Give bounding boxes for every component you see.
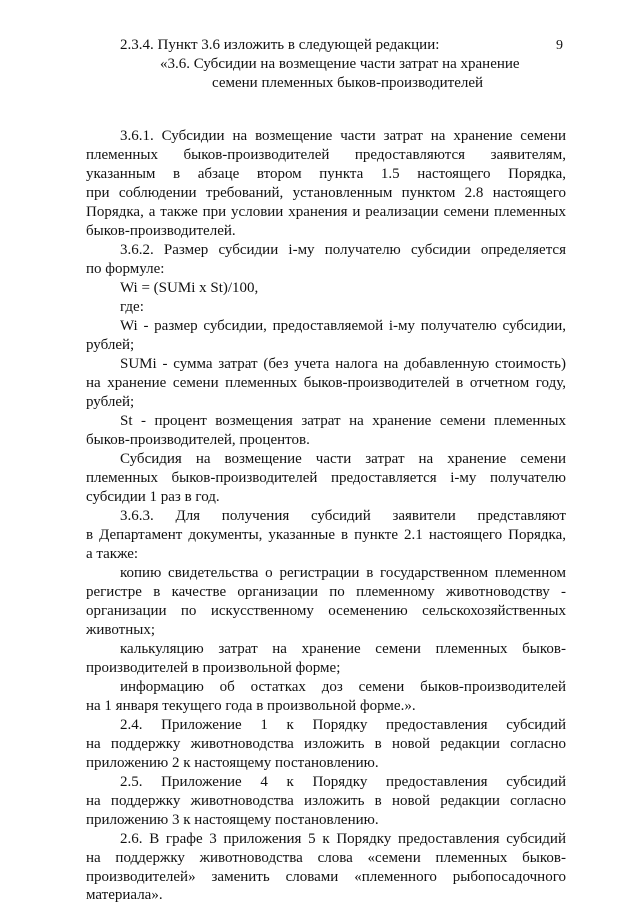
clause-2-4-line-1: 2.4. Приложение 1 к Порядку предоставления субсидий bbox=[120, 717, 566, 733]
clause-3-6-1-line-6: быков-производителей. bbox=[86, 223, 236, 239]
page-number: 9 bbox=[556, 38, 563, 53]
clause-3-6-3-line-2: в Департамент документы, указанные в пункте 2.1 настоящего Порядка, bbox=[86, 527, 566, 543]
wi-definition-line-1: Wi - размер субсидии, предоставляемой i-му получателю субсидии, bbox=[120, 318, 566, 334]
dose-info-line-2: на 1 января текущего года в произвольной форме.». bbox=[86, 698, 416, 714]
st-definition-line-2: быков-производителей, процентов. bbox=[86, 432, 310, 448]
section-3-6-title-line-1: «3.6. Субсидии на возмещение части затрат на хранение bbox=[160, 56, 520, 72]
clause-2-6-line-4: материала». bbox=[86, 887, 163, 903]
clause-3-6-2-line-2: по формуле: bbox=[86, 261, 165, 277]
formula-line: Wi = (SUMi x St)/100, bbox=[120, 280, 259, 296]
clause-3-6-3-line-1: 3.6.3. Для получения субсидий заявители представляют bbox=[120, 508, 566, 524]
registry-copy-line-1: копию свидетельства о регистрации в государственном племенном bbox=[120, 565, 566, 581]
subsidy-frequency-line-3: субсидии 1 раз в год. bbox=[86, 489, 220, 505]
cost-calculation-line-1: калькуляцию затрат на хранение семени племенных быков- bbox=[120, 641, 566, 657]
clause-2-6-line-1: 2.6. В графе 3 приложения 5 к Порядку предоставления субсидий bbox=[120, 831, 566, 847]
clause-3-6-1-line-2: племенных быков-производителей предоставляются заявителям, bbox=[86, 147, 566, 163]
sumi-definition-line-2: на хранение семени племенных быков-производителей в отчетном году, bbox=[86, 375, 566, 391]
st-definition-line-1: St - процент возмещения затрат на хранение семени племенных bbox=[120, 413, 566, 429]
wi-definition-line-2: рублей; bbox=[86, 337, 135, 353]
amendment-2-3-4-line: 2.3.4. Пункт 3.6 изложить в следующей редакции: bbox=[120, 37, 440, 53]
sumi-definition-line-1: SUMi - сумма затрат (без учета налога на добавленную стоимость) bbox=[120, 356, 566, 372]
clause-3-6-1-line-4: при соблюдении требований, установленным пунктом 2.8 настоящего bbox=[86, 185, 566, 201]
where-line: где: bbox=[120, 299, 144, 315]
clause-3-6-3-line-3: а также: bbox=[86, 546, 139, 562]
clause-2-5-line-2: на поддержку животноводства изложить в новой редакции согласно bbox=[86, 793, 566, 809]
registry-copy-line-3: организации по искусственному осеменению сельскохозяйственных bbox=[86, 603, 566, 619]
registry-copy-line-2: регистре в качестве организации по племенному животноводству - bbox=[86, 584, 566, 600]
cost-calculation-line-2: производителей в произвольной форме; bbox=[86, 660, 341, 676]
clause-2-4-line-2: на поддержку животноводства изложить в новой редакции согласно bbox=[86, 736, 566, 752]
sumi-definition-line-3: рублей; bbox=[86, 394, 135, 410]
clause-2-6-line-2: на поддержку животноводства слова «семени племенных быков- bbox=[86, 850, 566, 866]
clause-2-5-line-3: приложению 3 к настоящему постановлению. bbox=[86, 812, 379, 828]
clause-2-6-line-3: производителей» заменить словами «племенного рыбопосадочного bbox=[86, 869, 566, 885]
dose-info-line-1: информацию об остатках доз семени быков-производителей bbox=[120, 679, 566, 695]
registry-copy-line-4: животных; bbox=[86, 622, 156, 638]
clause-3-6-1-line-3: указанным в абзаце втором пункта 1.5 настоящего Порядка, bbox=[86, 166, 566, 182]
subsidy-frequency-line-2: племенных быков-производителей предоставляется i-му получателю bbox=[86, 470, 566, 486]
clause-2-5-line-1: 2.5. Приложение 4 к Порядку предоставления субсидий bbox=[120, 774, 566, 790]
clause-2-4-line-3: приложению 2 к настоящему постановлению. bbox=[86, 755, 379, 771]
subsidy-frequency-line-1: Субсидия на возмещение части затрат на хранение семени bbox=[120, 451, 566, 467]
clause-3-6-1-line-5: Порядка, а также при условии хранения и реализации семени племенных bbox=[86, 204, 566, 220]
section-3-6-title-line-2: семени племенных быков-производителей bbox=[212, 75, 484, 91]
clause-3-6-2-line-1: 3.6.2. Размер субсидии i-му получателю субсидии определяется bbox=[120, 242, 566, 258]
clause-3-6-1-line-1: 3.6.1. Субсидии на возмещение части затрат на хранение семени bbox=[120, 128, 566, 144]
